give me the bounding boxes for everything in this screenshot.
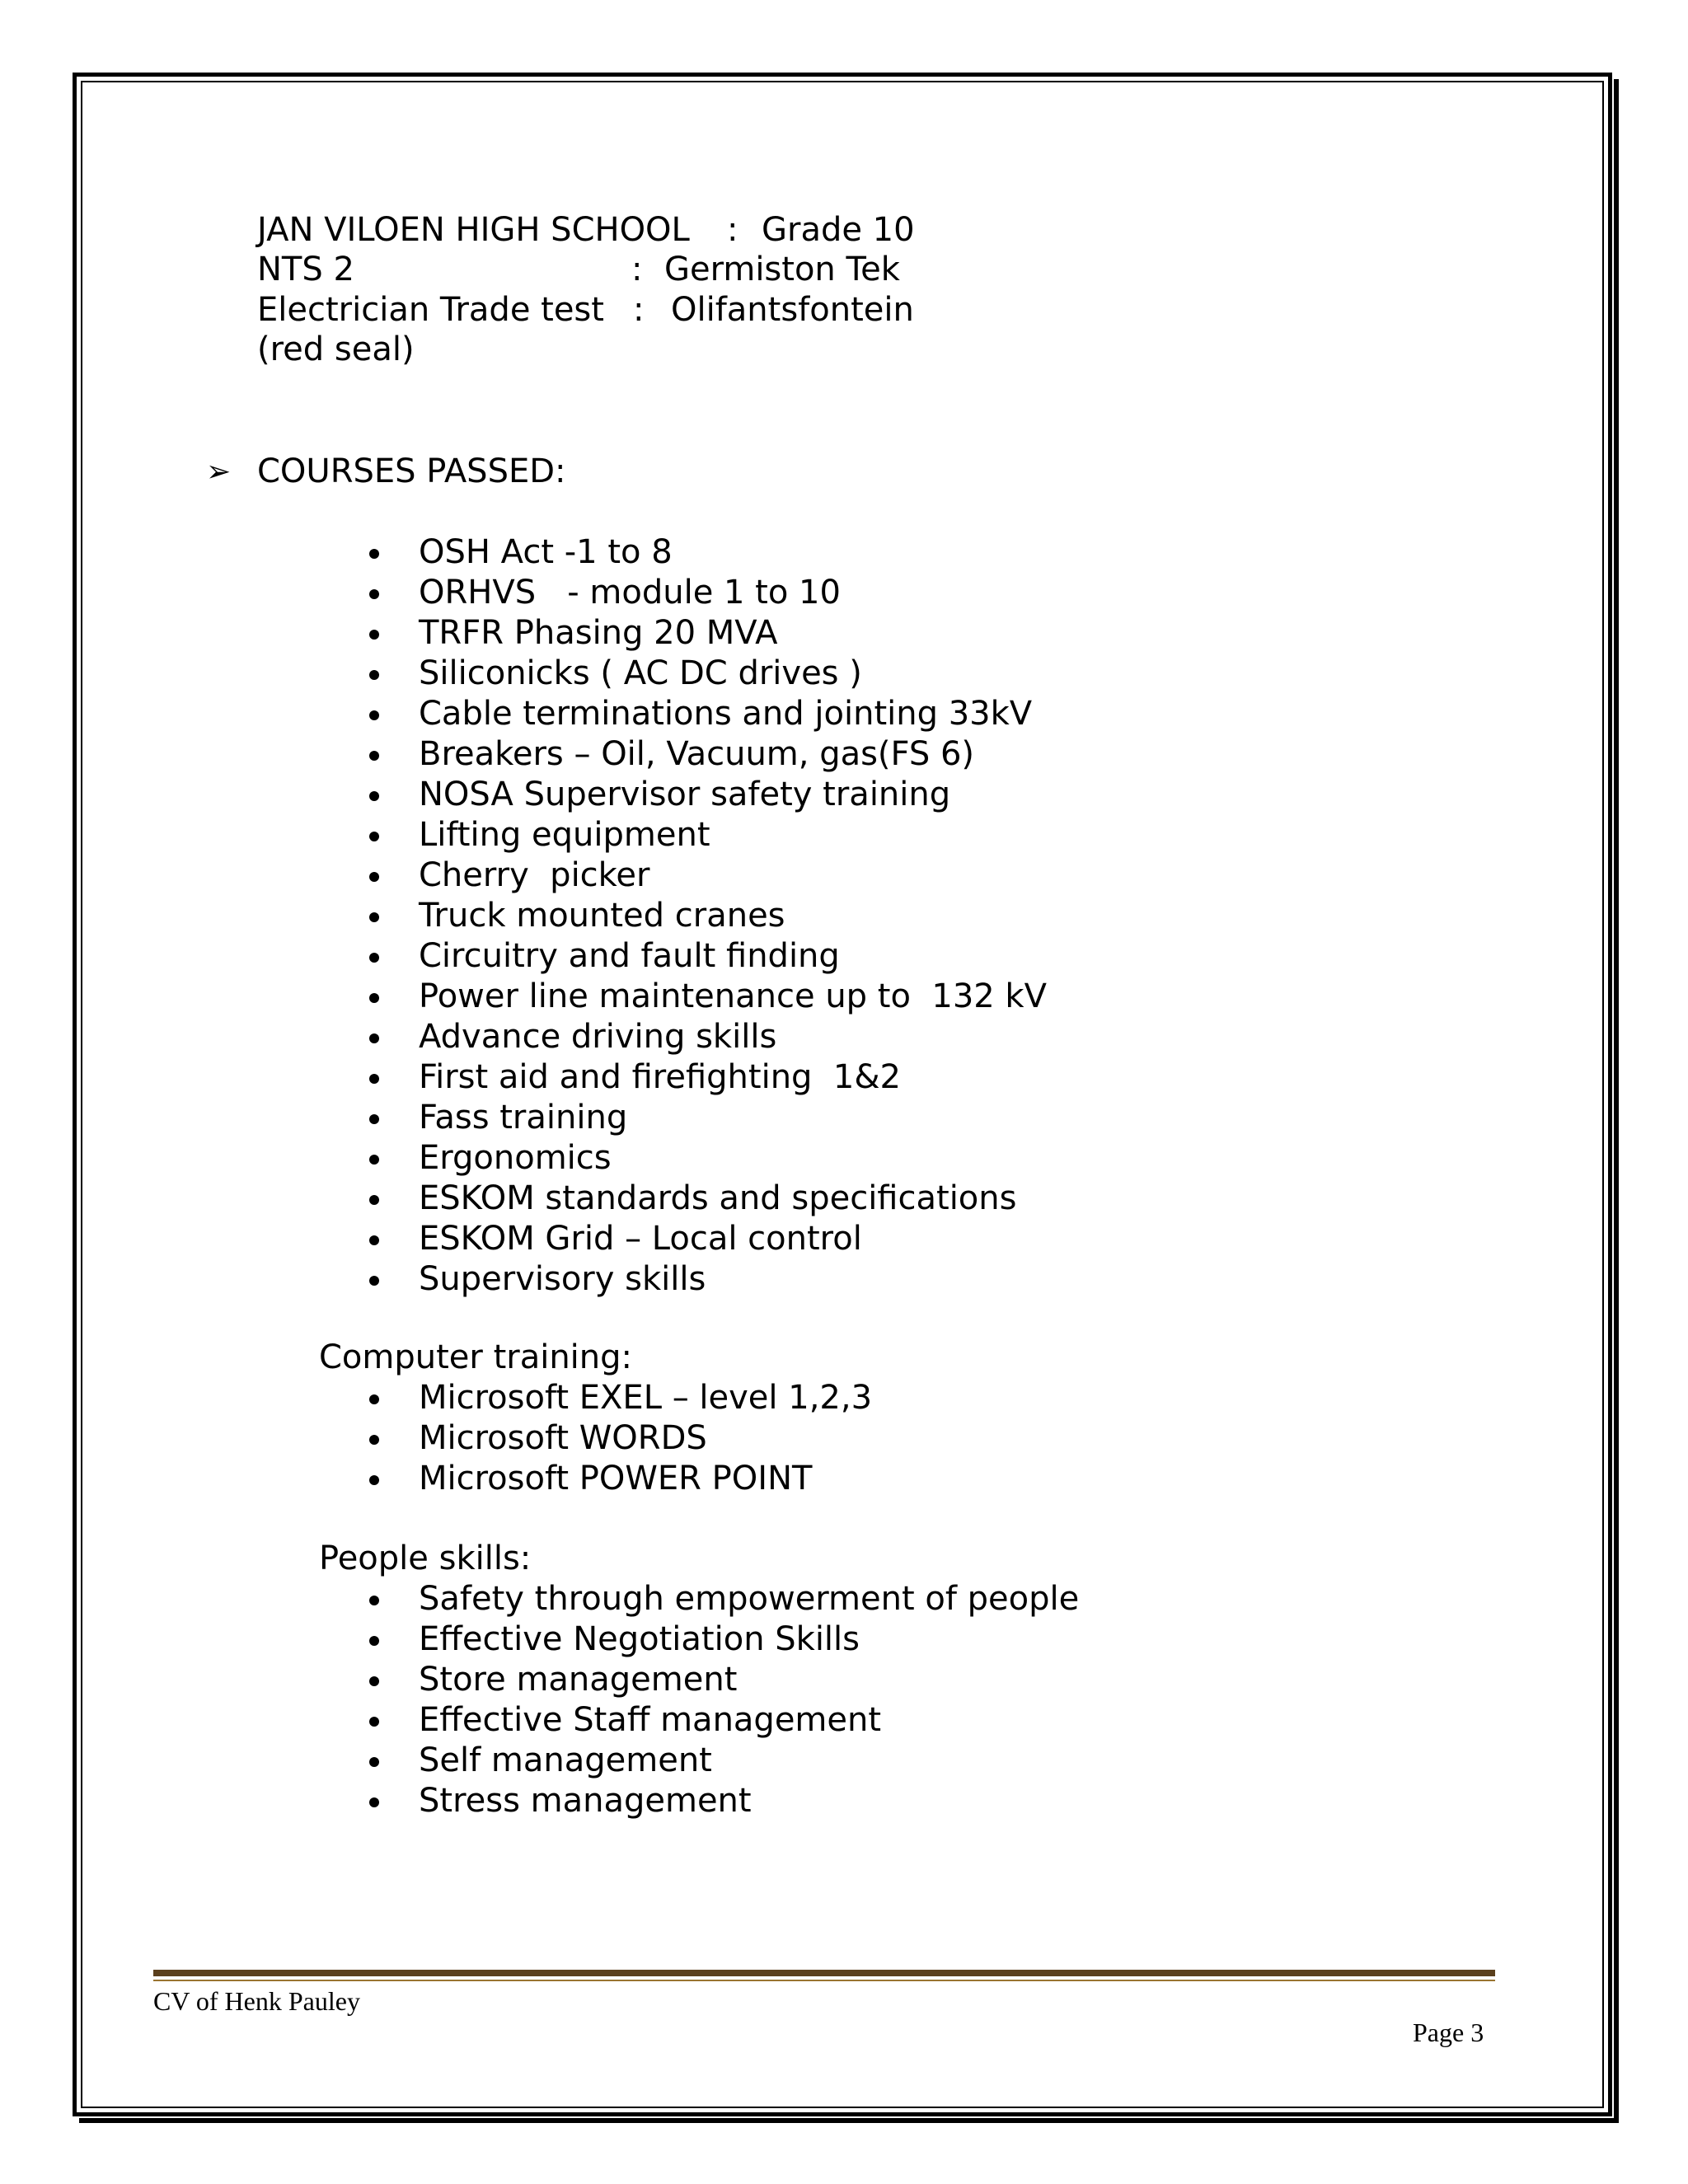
bullet-icon [369, 1717, 379, 1727]
bullet-icon [369, 1276, 379, 1286]
footer-cv-title: CV of Henk Pauley [153, 1986, 360, 2016]
bullet-icon [369, 832, 379, 841]
people-skills-heading: People skills: [319, 1540, 532, 1577]
bullet-icon [369, 1757, 379, 1767]
bullet-icon [369, 589, 379, 599]
education-separator: : [631, 251, 643, 288]
bullet-icon [369, 670, 379, 680]
bullet-icon [369, 912, 379, 922]
bullet-icon [369, 791, 379, 801]
computer-training-heading: Computer training: [319, 1338, 632, 1376]
bullet-icon [369, 1596, 379, 1605]
bullet-icon [369, 1074, 379, 1084]
bullet-icon [369, 1195, 379, 1205]
education-separator: : [727, 211, 738, 249]
bullet-icon [369, 1394, 379, 1404]
education-result: Grade 10 [762, 211, 915, 249]
bullet-icon [369, 1155, 379, 1165]
bullet-icon [369, 1033, 379, 1043]
education-note: (red seal) [257, 330, 415, 368]
bullet-icon [369, 1435, 379, 1445]
bullet-icon [369, 549, 379, 559]
education-separator: : [633, 291, 645, 329]
footer-divider-thin [153, 1980, 1495, 1981]
courses-heading: COURSES PASSED: [257, 452, 566, 490]
bullet-icon [369, 630, 379, 640]
bullet-icon [369, 1797, 379, 1807]
bullet-icon [369, 872, 379, 882]
education-institution: Electrician Trade test [257, 291, 604, 329]
bullet-icon [369, 993, 379, 1003]
footer-divider [153, 1970, 1495, 1976]
bullet-icon [369, 1235, 379, 1245]
bullet-icon [369, 1475, 379, 1485]
education-result: Olifantsfontein [671, 291, 914, 329]
bullet-icon [369, 1114, 379, 1124]
arrow-bullet-icon: ➢ [206, 455, 232, 489]
page-number: Page 3 [1413, 2018, 1484, 2047]
education-institution: JAN VILOEN HIGH SCHOOL [257, 211, 690, 249]
education-result: Germiston Tek [664, 251, 900, 288]
bullet-icon [369, 751, 379, 761]
bullet-icon [369, 710, 379, 720]
education-institution: NTS 2 [257, 251, 354, 288]
bullet-icon [369, 1636, 379, 1646]
bullet-icon [369, 1676, 379, 1686]
bullet-icon [369, 953, 379, 963]
